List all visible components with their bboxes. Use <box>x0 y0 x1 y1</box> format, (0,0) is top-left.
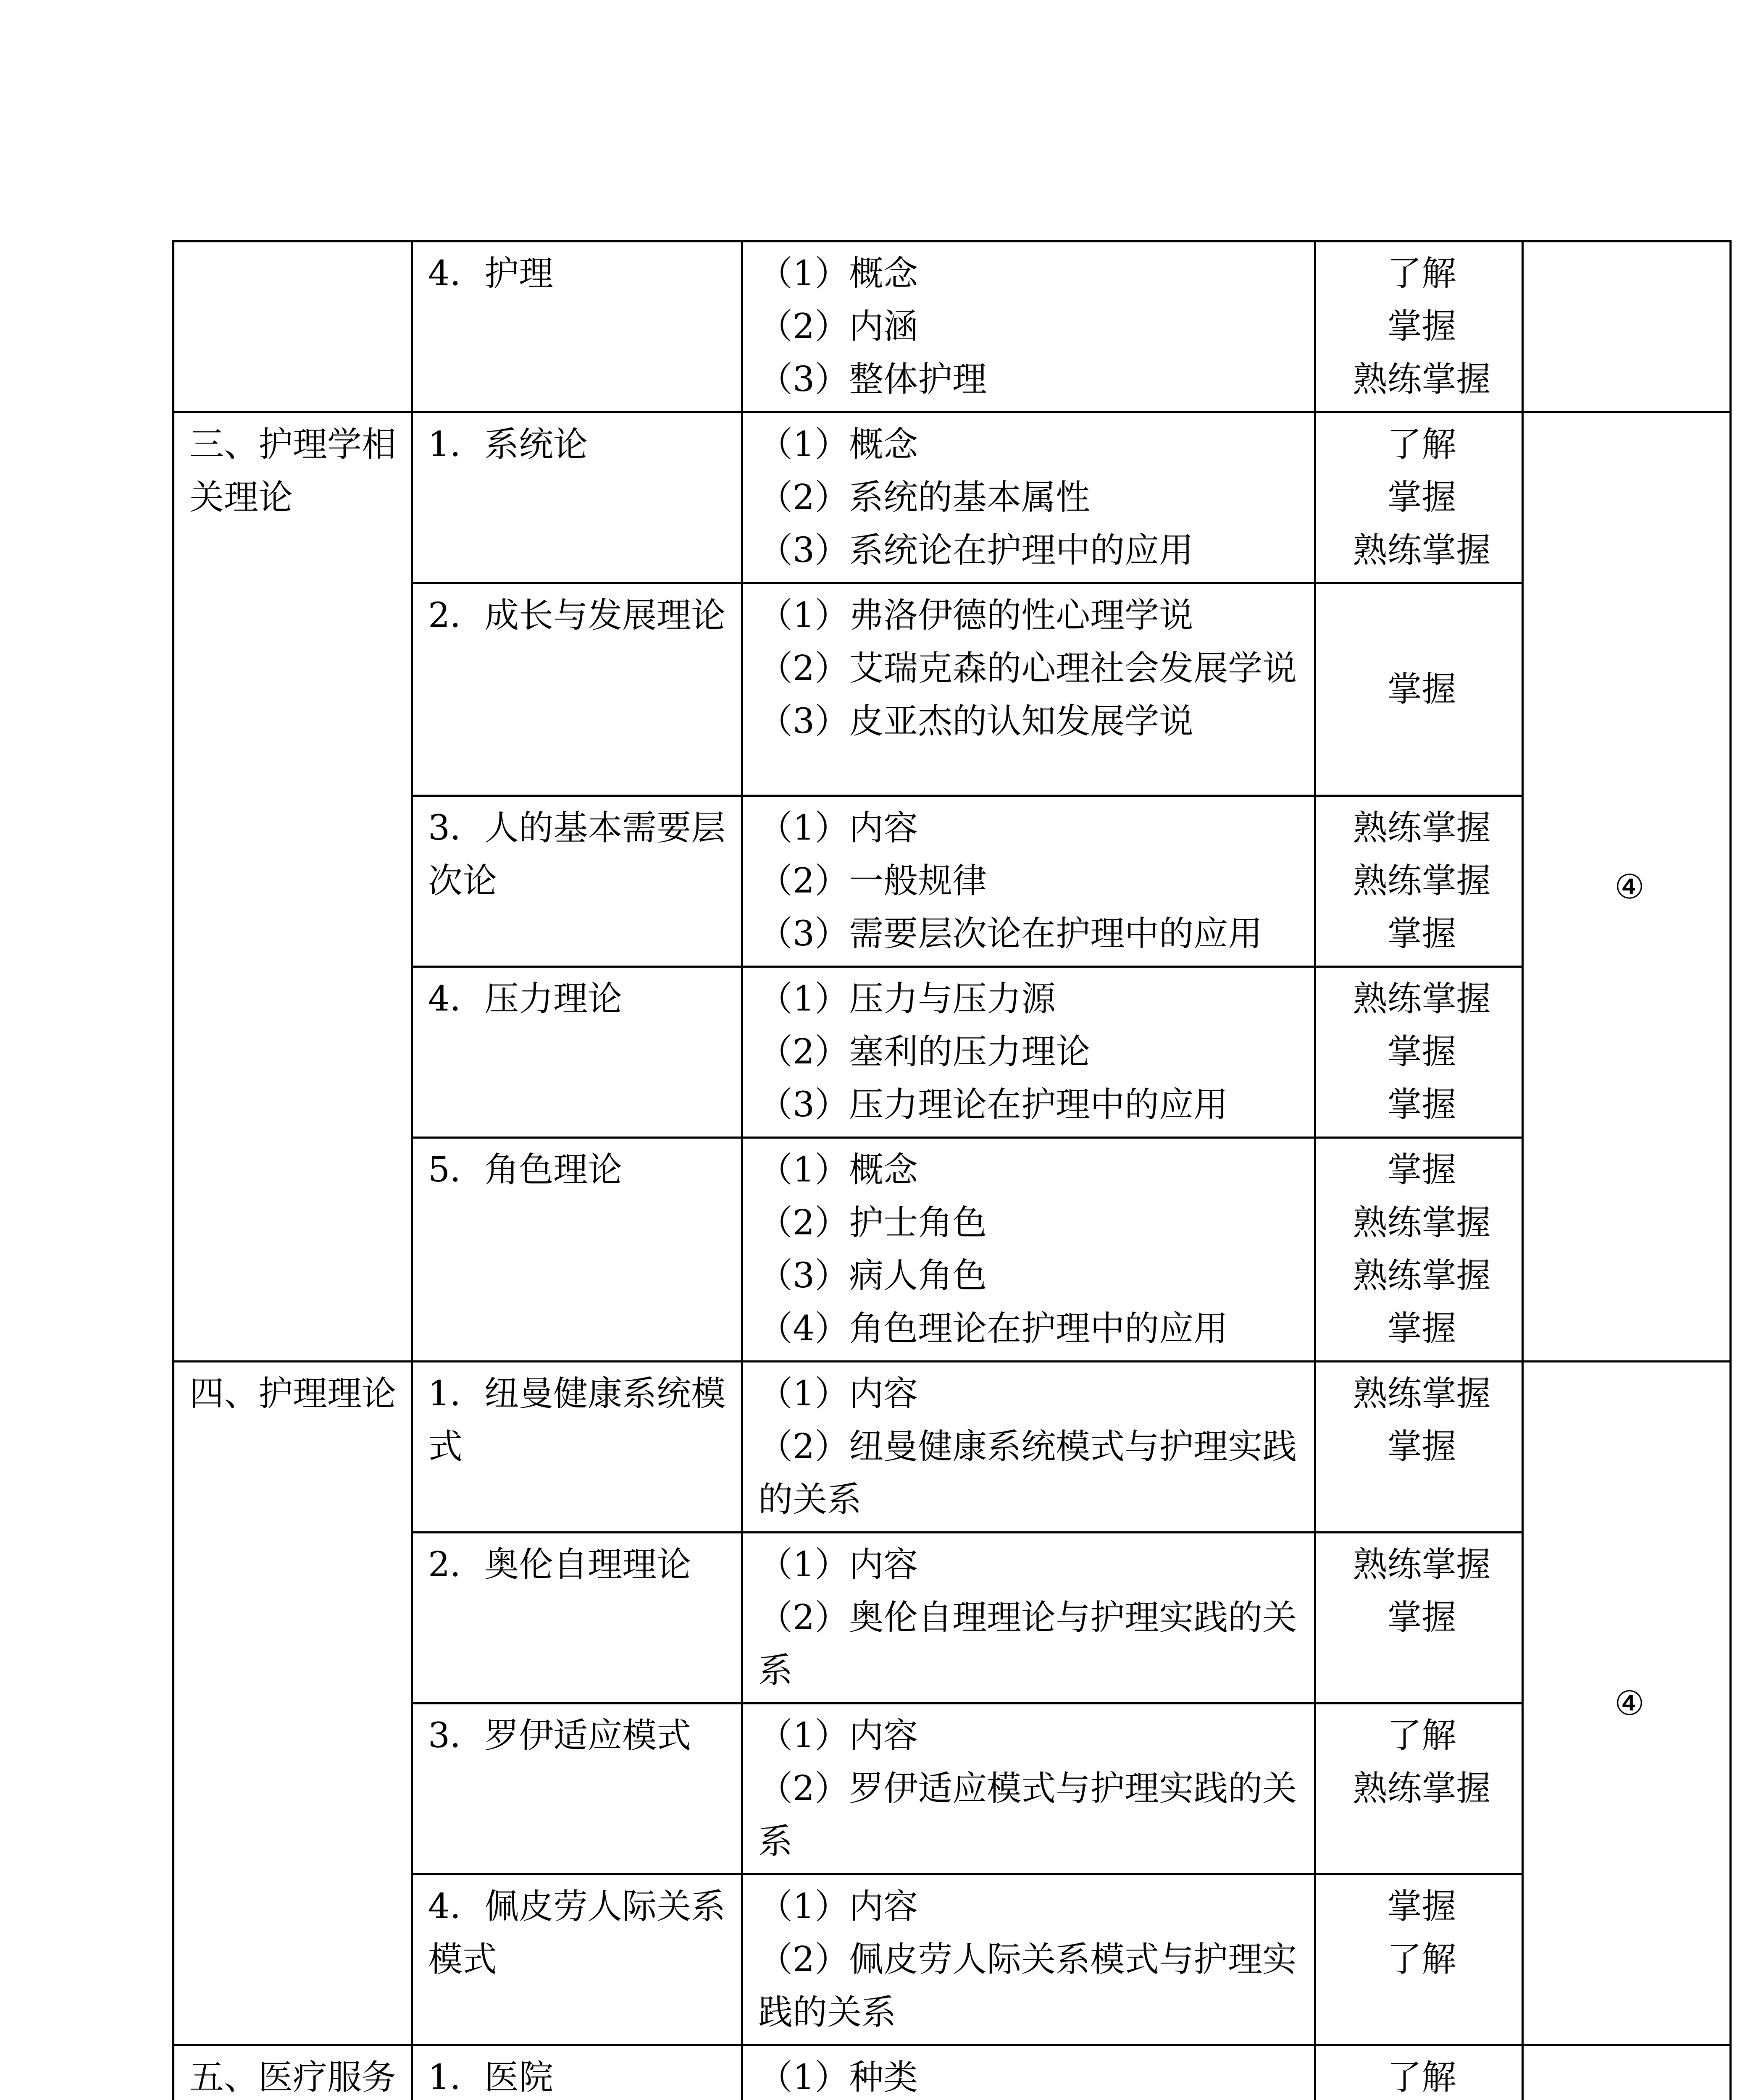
point-item: （2）佩皮劳人际关系模式与护理实践的关系 <box>758 1940 1297 2032</box>
topic-cell: 1．系统论 <box>412 412 742 583</box>
requirement-cell <box>1315 242 1523 412</box>
topic-cell: 4．护理 <box>412 242 742 412</box>
topic-cell: 2．奥伦自理理论 <box>412 1533 742 1704</box>
point-item: （1）弗洛伊德的性心理学说 <box>758 596 1194 635</box>
requirement-item: 掌握 <box>1387 307 1456 346</box>
topic-cell: 4．压力理论 <box>412 967 742 1138</box>
requirement-item: 了解 <box>1387 1940 1456 1979</box>
requirement-cell <box>1315 1138 1523 1362</box>
requirement-item: 熟练掌握 <box>1353 861 1491 901</box>
point-item: （1）种类 <box>758 2058 918 2097</box>
point-item: （2）内涵 <box>758 307 918 346</box>
table-row <box>173 2045 1731 2100</box>
requirement-cell <box>1315 796 1523 967</box>
topic-cell: 3．罗伊适应模式 <box>412 1704 742 1874</box>
table-row <box>173 412 1731 583</box>
requirement-item: 熟练掌握 <box>1353 808 1491 848</box>
requirement-item: 掌握 <box>1387 478 1456 517</box>
requirement-item: 熟练掌握 <box>1353 1374 1491 1414</box>
point-item: （1）内容 <box>758 808 918 848</box>
topic-cell: 4．佩皮劳人际关系模式 <box>412 1874 742 2045</box>
point-item: （1）概念 <box>758 425 918 465</box>
point-item: （2）罗伊适应模式与护理实践的关系 <box>758 1769 1297 1861</box>
requirement-item: 熟练掌握 <box>1353 1203 1491 1243</box>
requirement-item: 熟练掌握 <box>1353 1769 1491 1809</box>
point-item: （2）塞利的压力理论 <box>758 1032 1091 1072</box>
points-cell <box>742 583 1315 796</box>
topic-cell: 2．成长与发展理论 <box>412 583 742 796</box>
requirement-item: 掌握 <box>1387 669 1456 709</box>
level-mark: ④ <box>1614 867 1645 906</box>
requirement-item: 熟练掌握 <box>1353 530 1491 570</box>
requirement-item: 了解 <box>1387 254 1456 294</box>
points-cell <box>742 1874 1315 2045</box>
point-item: （2）一般规律 <box>758 861 987 901</box>
point-item: （1）内容 <box>758 1716 918 1756</box>
requirement-item: 掌握 <box>1387 1598 1456 1638</box>
unit-cell: 五、医疗服务 <box>173 2045 412 2100</box>
requirement-cell <box>1315 1704 1523 1874</box>
point-item: （2）护士角色 <box>758 1203 987 1243</box>
unit-cell: 四、护理理论 <box>173 1362 412 2045</box>
topic-cell: 3．人的基本需要层次论 <box>412 796 742 967</box>
requirement-item: 了解 <box>1387 425 1456 465</box>
points-cell <box>742 796 1315 967</box>
point-item: （2）系统的基本属性 <box>758 478 1091 517</box>
topic-cell: 5．角色理论 <box>412 1138 742 1362</box>
level-cell <box>1523 242 1731 412</box>
point-item: （3）病人角色 <box>758 1256 987 1296</box>
requirement-item: 了解 <box>1387 1716 1456 1756</box>
point-item: （1）内容 <box>758 1887 918 1927</box>
requirement-item: 掌握 <box>1387 1085 1456 1125</box>
point-item: （1）压力与压力源 <box>758 979 1056 1019</box>
points-cell <box>742 967 1315 1138</box>
requirement-cell <box>1315 412 1523 583</box>
requirement-item: 掌握 <box>1387 1427 1456 1467</box>
point-item: （3）压力理论在护理中的应用 <box>758 1085 1228 1125</box>
requirement-item: 掌握 <box>1387 1887 1456 1927</box>
requirement-cell <box>1315 2045 1523 2100</box>
points-cell <box>742 1533 1315 1704</box>
points-cell <box>742 242 1315 412</box>
requirement-cell <box>1315 1533 1523 1704</box>
point-item: （3）整体护理 <box>758 360 987 399</box>
requirement-item: 熟练掌握 <box>1353 1256 1491 1296</box>
point-item: （4）角色理论在护理中的应用 <box>758 1309 1228 1349</box>
points-cell <box>742 2045 1315 2100</box>
point-item: （2）纽曼健康系统模式与护理实践的关系 <box>758 1427 1297 1520</box>
point-item: （2）奥伦自理理论与护理实践的关系 <box>758 1598 1297 1690</box>
point-item: （3）皮亚杰的认知发展学说 <box>758 701 1194 741</box>
point-item: （3）系统论在护理中的应用 <box>758 530 1194 570</box>
point-item: （1）概念 <box>758 254 918 294</box>
topic-cell: 1．纽曼健康系统模式 <box>412 1362 742 1533</box>
table-row <box>173 1362 1731 1533</box>
point-item: （3）需要层次论在护理中的应用 <box>758 914 1263 954</box>
requirement-cell <box>1315 1362 1523 1533</box>
point-item: （2）艾瑞克森的心理社会发展学说 <box>758 648 1297 688</box>
requirement-item: 掌握 <box>1387 914 1456 954</box>
level-cell <box>1523 1362 1731 2045</box>
points-cell <box>742 412 1315 583</box>
points-cell <box>742 1138 1315 1362</box>
unit-cell <box>173 242 412 412</box>
point-item: （1）内容 <box>758 1374 918 1414</box>
unit-cell: 三、护理学相关理论 <box>173 412 412 1362</box>
requirement-cell <box>1315 583 1523 796</box>
level-cell <box>1523 2045 1731 2100</box>
level-mark: ④ <box>1614 1683 1645 1723</box>
level-cell <box>1523 412 1731 1362</box>
requirement-item: 了解 <box>1387 2058 1456 2097</box>
points-cell <box>742 1362 1315 1533</box>
requirement-item: 熟练掌握 <box>1353 360 1491 399</box>
requirement-cell <box>1315 1874 1523 2045</box>
table-row <box>173 242 1731 412</box>
requirement-item: 熟练掌握 <box>1353 979 1491 1019</box>
point-item: （1）概念 <box>758 1150 918 1190</box>
requirement-item: 掌握 <box>1387 1150 1456 1190</box>
requirement-item: 掌握 <box>1387 1309 1456 1349</box>
requirement-item: 掌握 <box>1387 1032 1456 1072</box>
exam-outline-table <box>172 240 1732 2100</box>
topic-cell: 1．医院 <box>412 2045 742 2100</box>
points-cell <box>742 1704 1315 1874</box>
requirement-item: 熟练掌握 <box>1353 1545 1491 1585</box>
point-item: （1）内容 <box>758 1545 918 1585</box>
requirement-cell <box>1315 967 1523 1138</box>
